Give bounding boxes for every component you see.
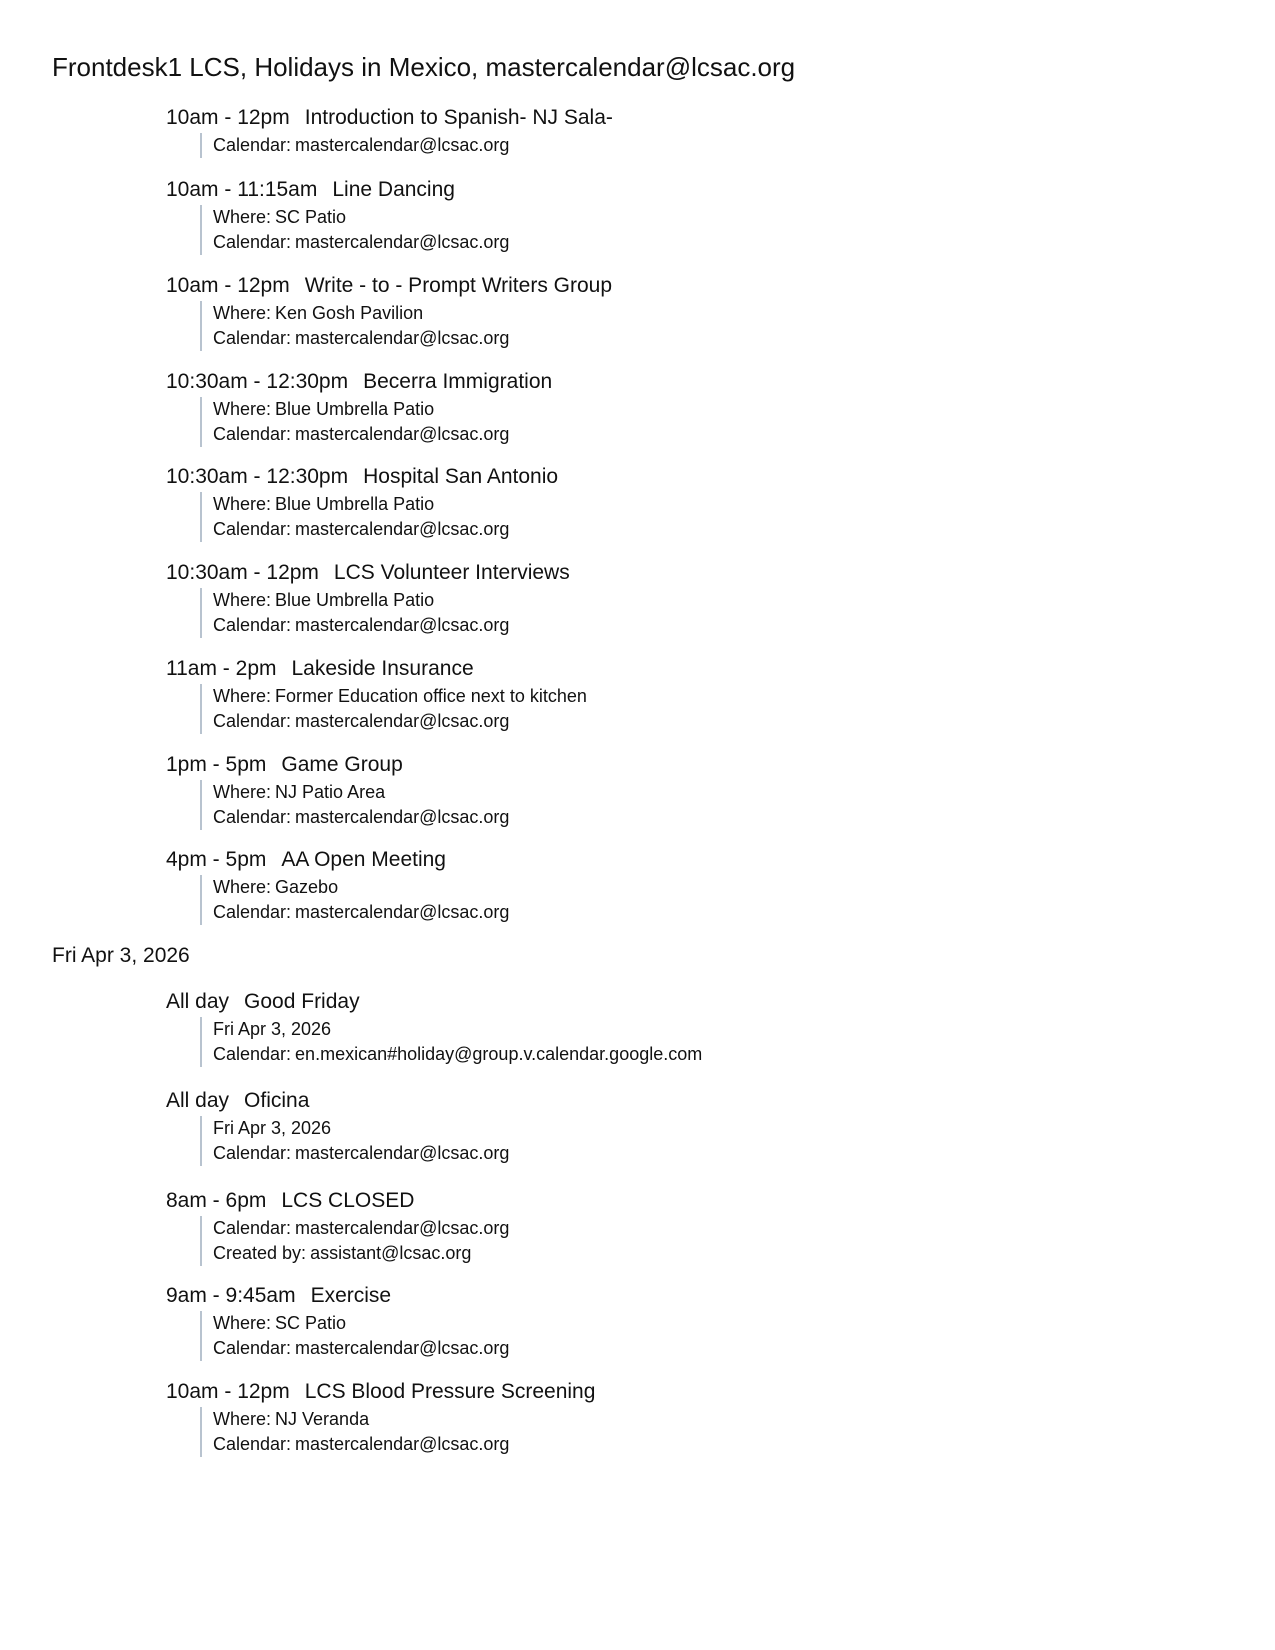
event-title[interactable]: Introduction to Spanish- NJ Sala- [304,106,613,129]
event-item[interactable] [166,988,1166,1067]
event-item[interactable] [166,1187,1166,1266]
calendar-value: mastercalendar@lcsac.org [295,519,510,539]
event-item[interactable] [166,176,1166,255]
calendar-value: mastercalendar@lcsac.org [295,1434,510,1454]
calendar-label: Calendar: [213,1218,292,1238]
date-heading: Fri Apr 3, 2026 [52,944,190,967]
event-title[interactable]: LCS CLOSED [281,1189,415,1212]
where-label: Where: [213,1409,272,1429]
event-calendar [213,709,1166,734]
event-title[interactable]: Write - to - Prompt Writers Group [304,274,613,297]
where-label: Where: [213,207,272,227]
event-time: 9am - 9:45am [166,1284,296,1307]
event-location [213,684,1166,709]
calendar-value: mastercalendar@lcsac.org [295,328,510,348]
event-details [200,301,1166,351]
event-header [166,104,1166,132]
where-value: NJ Veranda [275,1409,370,1429]
calendar-value: mastercalendar@lcsac.org [295,424,510,444]
event-details [200,588,1166,638]
event-title[interactable]: Hospital San Antonio [363,465,559,488]
calendar-label: Calendar: [213,1143,292,1163]
event-location [213,205,1166,230]
event-title[interactable]: Becerra Immigration [363,370,553,393]
where-label: Where: [213,686,272,706]
calendar-value: mastercalendar@lcsac.org [295,807,510,827]
event-item[interactable] [166,1087,1166,1166]
event-created-by [213,1241,1166,1266]
event-details [200,875,1166,925]
event-time: 10:30am - 12:30pm [166,465,349,488]
where-label: Where: [213,399,272,419]
event-calendar [213,133,1166,158]
event-item[interactable] [166,1378,1166,1457]
where-value: SC Patio [275,1313,347,1333]
event-item[interactable] [166,559,1166,638]
where-label: Where: [213,1313,272,1333]
event-time: 1pm - 5pm [166,753,267,776]
calendar-label: Calendar: [213,135,292,155]
calendar-value: mastercalendar@lcsac.org [295,1143,510,1163]
event-item[interactable] [166,368,1166,447]
event-details [200,780,1166,830]
calendar-value: mastercalendar@lcsac.org [295,135,510,155]
event-calendar [213,1336,1166,1361]
event-item[interactable] [166,104,1166,158]
calendar-label: Calendar: [213,1338,292,1358]
event-item[interactable] [166,272,1166,351]
calendar-label: Calendar: [213,519,292,539]
event-calendar [213,1216,1166,1241]
event-calendar [213,1432,1166,1457]
event-header [166,176,1166,204]
event-time: 11am - 2pm [166,657,277,680]
event-details [200,684,1166,734]
where-label: Where: [213,782,272,802]
event-time: 10am - 12pm [166,1380,290,1403]
event-location [213,780,1166,805]
where-value: Former Education office next to kitchen [275,686,587,706]
event-time: 10:30am - 12:30pm [166,370,349,393]
event-header [166,1282,1166,1310]
event-header [166,846,1166,874]
event-calendar [213,1141,1166,1166]
calendar-value: mastercalendar@lcsac.org [295,615,510,635]
event-time: 10am - 12pm [166,274,290,297]
event-location [213,588,1166,613]
calendar-value: mastercalendar@lcsac.org [295,232,510,252]
calendar-label: Calendar: [213,615,292,635]
event-location [213,1407,1166,1432]
event-details [200,1216,1166,1266]
event-time: 4pm - 5pm [166,848,267,871]
created-by-label: Created by: [213,1243,307,1263]
event-time: 8am - 6pm [166,1189,267,1212]
calendar-value: mastercalendar@lcsac.org [295,711,510,731]
event-calendar [213,613,1166,638]
calendar-label: Calendar: [213,424,292,444]
event-header [166,751,1166,779]
calendar-label: Calendar: [213,711,292,731]
calendar-label: Calendar: [213,232,292,252]
event-title[interactable]: Game Group [281,753,403,776]
event-details [200,1116,1166,1166]
where-label: Where: [213,590,272,610]
event-time: 10am - 12pm [166,106,290,129]
event-item[interactable] [166,1282,1166,1361]
event-title[interactable]: LCS Blood Pressure Screening [304,1380,596,1403]
created-by-value: assistant@lcsac.org [310,1243,472,1263]
calendar-label: Calendar: [213,807,292,827]
calendar-label: Calendar: [213,902,292,922]
where-label: Where: [213,494,272,514]
where-value: NJ Patio Area [275,782,386,802]
event-header [166,368,1166,396]
event-title[interactable]: AA Open Meeting [281,848,446,871]
where-label: Where: [213,877,272,897]
event-details [200,133,1166,158]
event-details [200,397,1166,447]
calendar-value: mastercalendar@lcsac.org [295,1338,510,1358]
event-header [166,988,1166,1016]
event-calendar [213,230,1166,255]
event-location [213,301,1166,326]
event-location [213,397,1166,422]
event-calendar [213,1042,1166,1067]
event-header [166,1378,1166,1406]
calendar-label: Calendar: [213,1434,292,1454]
where-value: SC Patio [275,207,347,227]
event-calendar [213,422,1166,447]
calendar-label: Calendar: [213,1044,292,1064]
event-time: All day [166,1089,230,1112]
where-value: Blue Umbrella Patio [275,399,435,419]
event-location [213,1311,1166,1336]
event-title[interactable]: Good Friday [244,990,360,1013]
event-calendar [213,517,1166,542]
where-value: Blue Umbrella Patio [275,494,435,514]
event-details [200,1017,1166,1067]
event-calendar [213,900,1166,925]
where-label: Where: [213,303,272,323]
event-header [166,559,1166,587]
calendar-label: Calendar: [213,328,292,348]
event-item[interactable] [166,846,1166,925]
event-details [200,492,1166,542]
where-value: Gazebo [275,877,339,897]
calendar-value: en.mexican#holiday@group.v.calendar.google.com [295,1044,703,1064]
event-item[interactable] [166,463,1166,542]
event-calendar [213,805,1166,830]
event-date: Fri Apr 3, 2026 [213,1019,332,1039]
event-title[interactable]: Lakeside Insurance [291,657,474,680]
page-title: Frontdesk1 LCS, Holidays in Mexico, mastercalendar@lcsac.org [52,52,796,82]
calendar-value: mastercalendar@lcsac.org [295,1218,510,1238]
event-date: Fri Apr 3, 2026 [213,1118,332,1138]
where-value: Ken Gosh Pavilion [275,303,424,323]
event-title[interactable]: Exercise [310,1284,392,1307]
event-details [200,1311,1166,1361]
event-details [200,1407,1166,1457]
event-title[interactable]: LCS Volunteer Interviews [333,561,570,584]
event-item[interactable] [166,751,1166,830]
event-header [166,1187,1166,1215]
calendar-value: mastercalendar@lcsac.org [295,902,510,922]
event-time: 10:30am - 12pm [166,561,319,584]
where-value: Blue Umbrella Patio [275,590,435,610]
event-item[interactable] [166,655,1166,734]
event-location [213,492,1166,517]
event-header [166,272,1166,300]
event-time: 10am - 11:15am [166,178,318,201]
event-location [213,875,1166,900]
event-details [200,205,1166,255]
event-title[interactable]: Line Dancing [332,178,455,201]
event-header [166,1087,1166,1115]
event-header [166,463,1166,491]
event-calendar [213,326,1166,351]
event-title[interactable]: Oficina [244,1089,310,1112]
event-time: All day [166,990,230,1013]
event-header [166,655,1166,683]
